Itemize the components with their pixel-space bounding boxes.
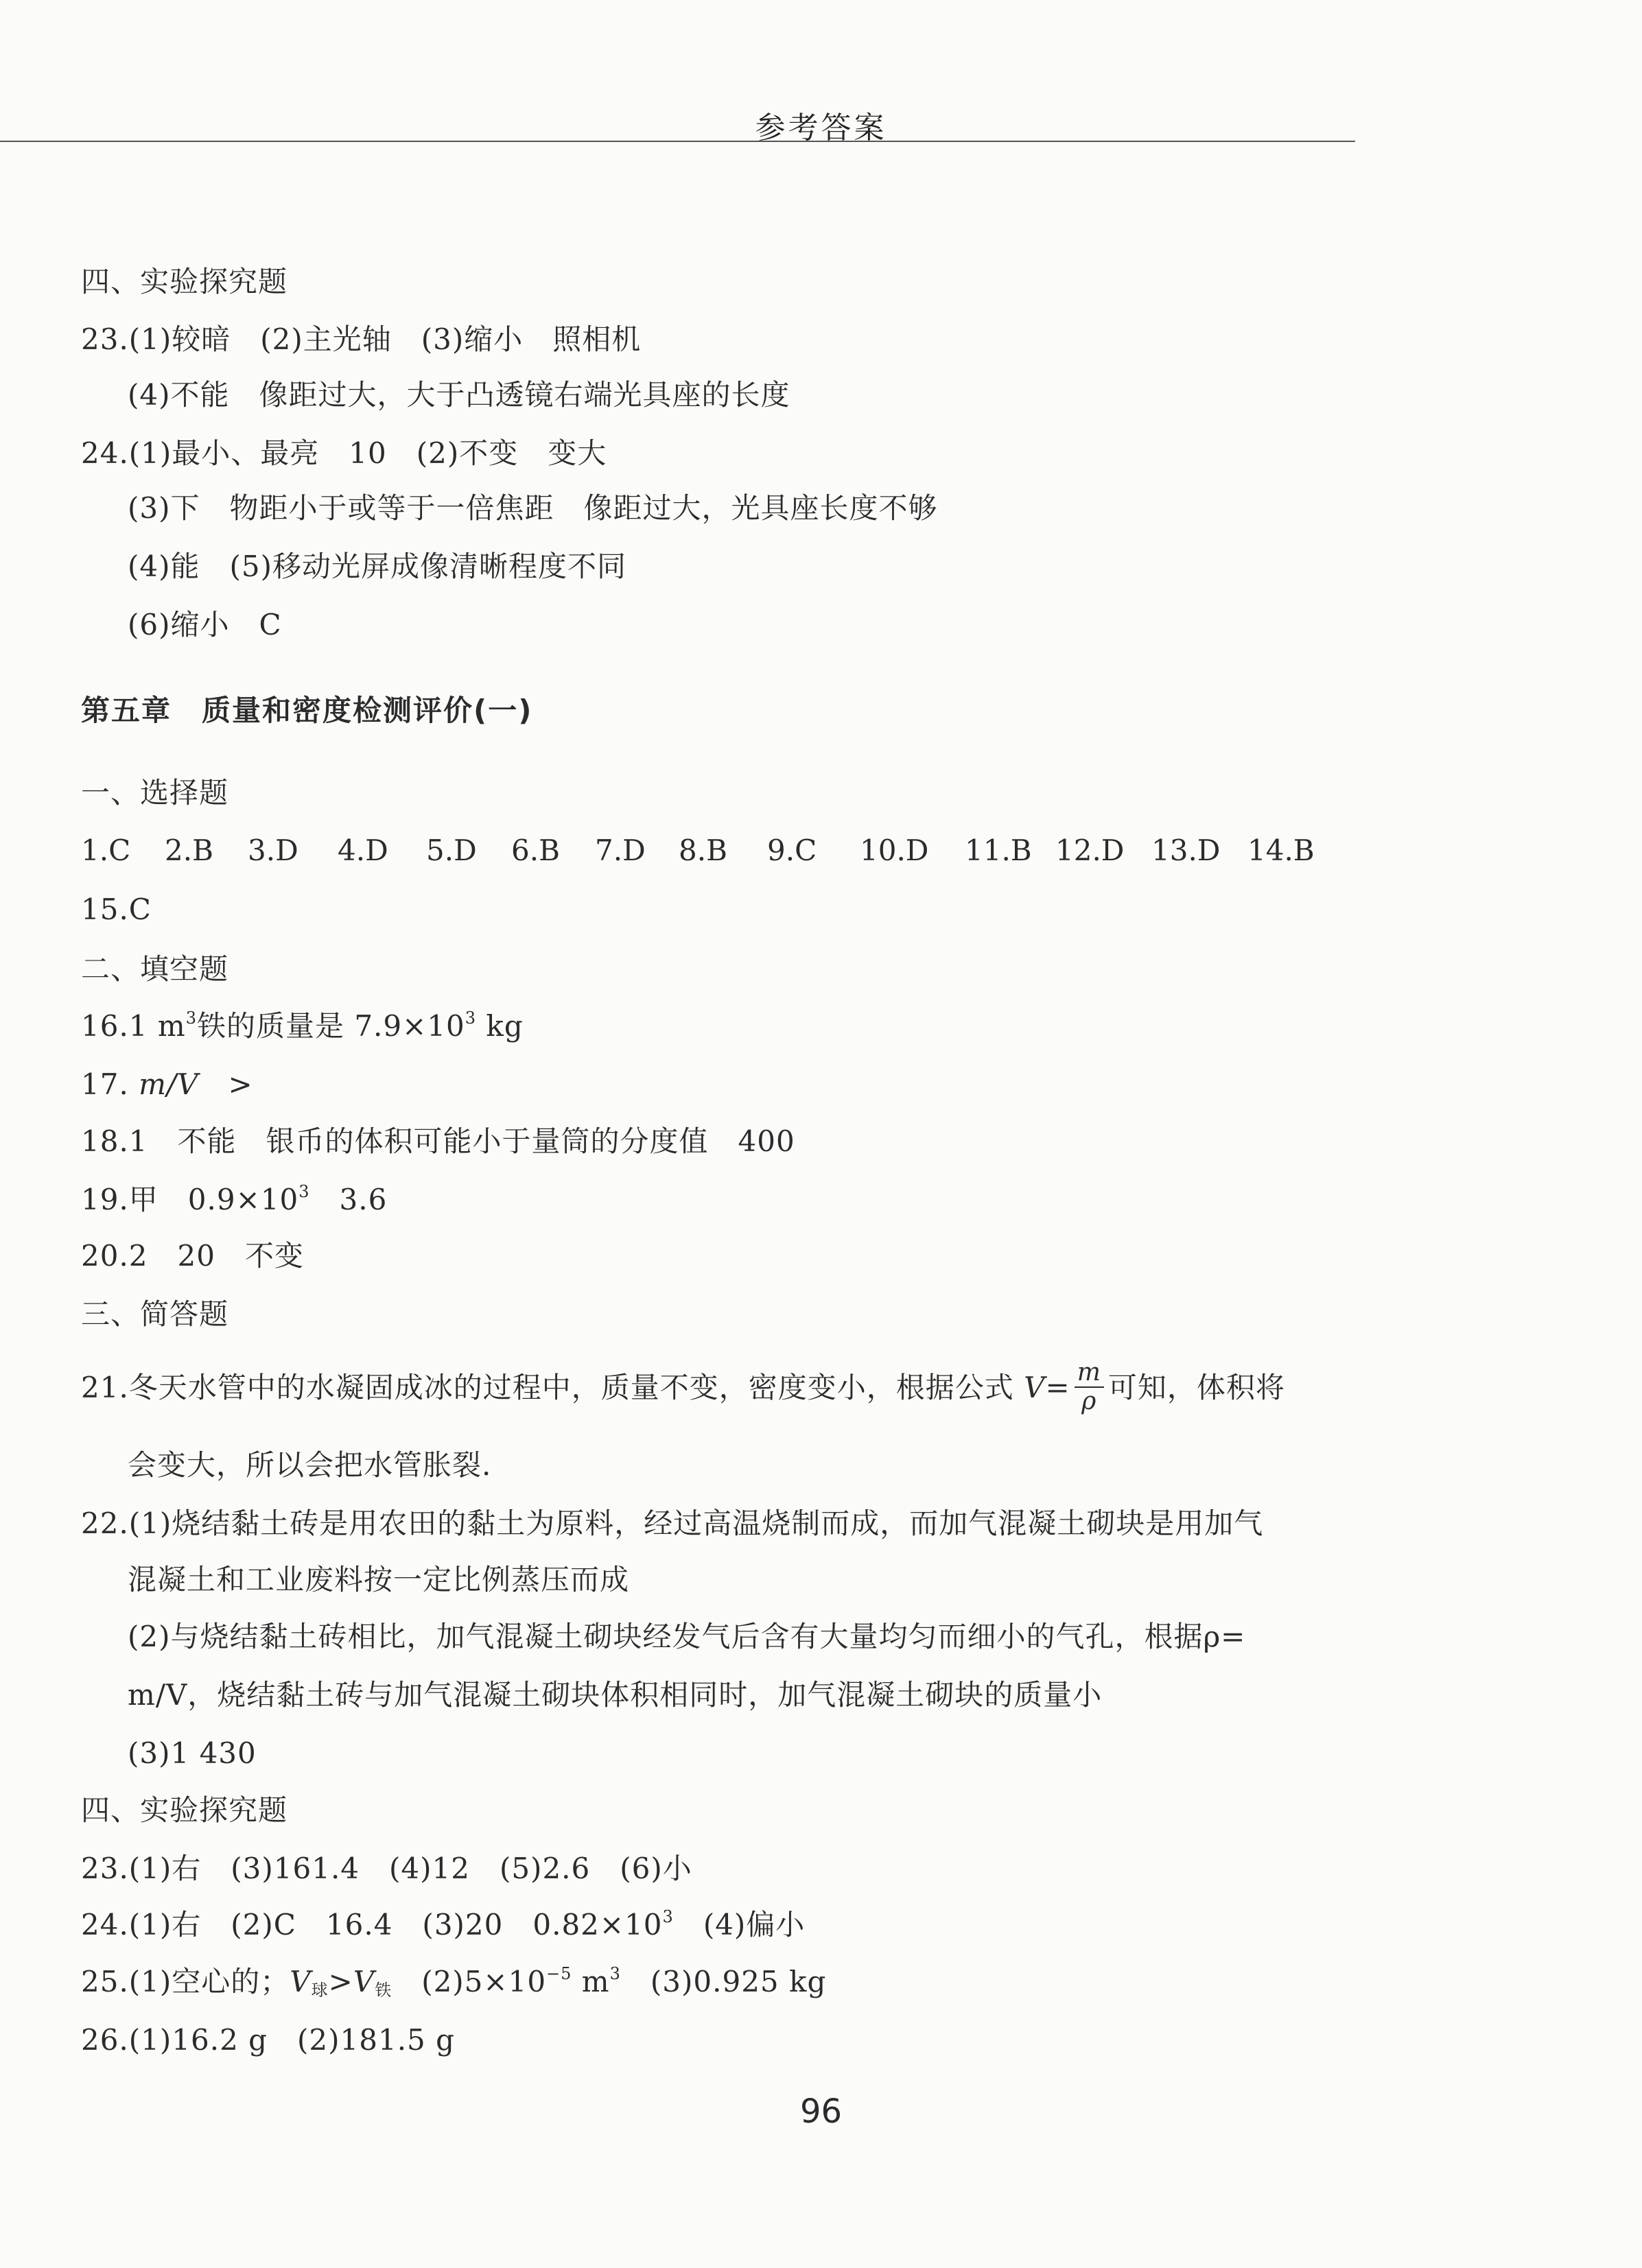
answer-line: 18.1 不能 银币的体积可能小于量筒的分度值 400 <box>81 1124 795 1158</box>
answer-line: (4)能 (5)移动光屏成像清晰程度不同 <box>128 550 626 583</box>
answer-line: 19.甲 $0.9\times 10^3$ 3.6 <box>81 1182 388 1216</box>
choice-answer: 5.D <box>426 834 477 867</box>
choice-answer: 13.D <box>1151 834 1221 867</box>
section-heading-short: 三、简答题 <box>81 1297 229 1331</box>
answer-line: 22.(1)烧结黏土砖是用农田的黏土为原料，经过高温烧制而成，而加气混凝土砌块是用加气 <box>81 1507 1264 1540</box>
choice-answer: 10.D <box>860 834 929 867</box>
page-header-title: 参考答案 <box>755 110 887 145</box>
page-number: 96 <box>799 2092 843 2131</box>
answer-line: 23.(1)较暗 (2)主光轴 (3)缩小 照相机 <box>81 322 642 356</box>
answer-line: 会变大，所以会把水管胀裂. <box>128 1448 492 1482</box>
answer-line: 24.(1)右 (2)C 16.4 (3)20 $0.82\times 10^3$ (4)偏小 <box>81 1907 806 1941</box>
section-heading-experiment: 四、实验探究题 <box>81 265 288 298</box>
answer-line: (6)缩小 C <box>128 608 282 641</box>
choice-answer: 8.B <box>679 834 727 867</box>
section-heading-experiment-2: 四、实验探究题 <box>81 1793 288 1827</box>
answer-line: 24.(1)最小、最亮 10 (2)不变 变大 <box>81 436 607 470</box>
choice-answer: 4.D <box>338 834 388 867</box>
answer-line: (4)不能 像距过大，大于凸透镜右端光具座的长度 <box>128 378 790 412</box>
header-divider <box>0 141 1355 142</box>
answer-line: 21.冬天水管中的水凝固成冰的过程中，质量不变，密度变小，根据公式 V= $\frac{m}{\rho}$ 可知，体积将 <box>81 1358 1285 1415</box>
answer-line: 混凝土和工业废料按一定比例蒸压而成 <box>128 1563 630 1596</box>
answer-line: (2)与烧结黏土砖相比，加气混凝土砌块经发气后含有大量均匀而细小的气孔，根据ρ= <box>128 1620 1246 1653</box>
answer-line: (3)1 430 <box>128 1736 257 1770</box>
choice-answer: 2.B <box>165 834 213 867</box>
choice-answer: 9.C <box>767 834 817 867</box>
section-heading-choice: 一、选择题 <box>81 776 229 810</box>
answer-line: 20.2 20 不变 <box>81 1239 304 1273</box>
answer-line: (3)下 物距小于或等于一倍焦距 像距过大，光具座长度不够 <box>128 491 938 525</box>
choice-answer: 14.B <box>1247 834 1315 867</box>
choice-answer: 11.B <box>965 834 1032 867</box>
choice-answer: 3.D <box>248 834 298 867</box>
choice-answer: 7.D <box>595 834 646 867</box>
answer-line: 25.(1)空心的；$V_球>V_铁$ $(2)5\times 10^{-5}$ $m^3$ (3)0.925 kg <box>81 1964 827 2000</box>
answer-line: 16.1 $m^3$铁的质量是 $7.9\times 10^3$ kg <box>81 1008 524 1043</box>
answer-line: 23.(1)右 (3)161.4 (4)12 (5)2.6 (6)小 <box>81 1852 692 1885</box>
choice-answer: 12.D <box>1055 834 1125 867</box>
choice-answer: 6.B <box>511 834 560 867</box>
answer-line: m/V，烧结黏土砖与加气混凝土砌块体积相同时，加气混凝土砌块的质量小 <box>128 1678 1103 1712</box>
answer-line: 26.(1)16.2 g (2)181.5 g <box>81 2023 456 2057</box>
choice-answer: 1.C <box>81 834 131 867</box>
choice-answer: 15.C <box>81 893 152 926</box>
answer-line: 17. m/V > <box>81 1067 253 1101</box>
section-heading-fill: 二、填空题 <box>81 952 229 986</box>
choice-answers-row <box>81 834 1385 868</box>
density-fraction: $\frac{m}{\rho}$ <box>1075 1359 1104 1415</box>
chapter-title: 第五章 质量和密度检测评价(一) <box>81 694 533 727</box>
